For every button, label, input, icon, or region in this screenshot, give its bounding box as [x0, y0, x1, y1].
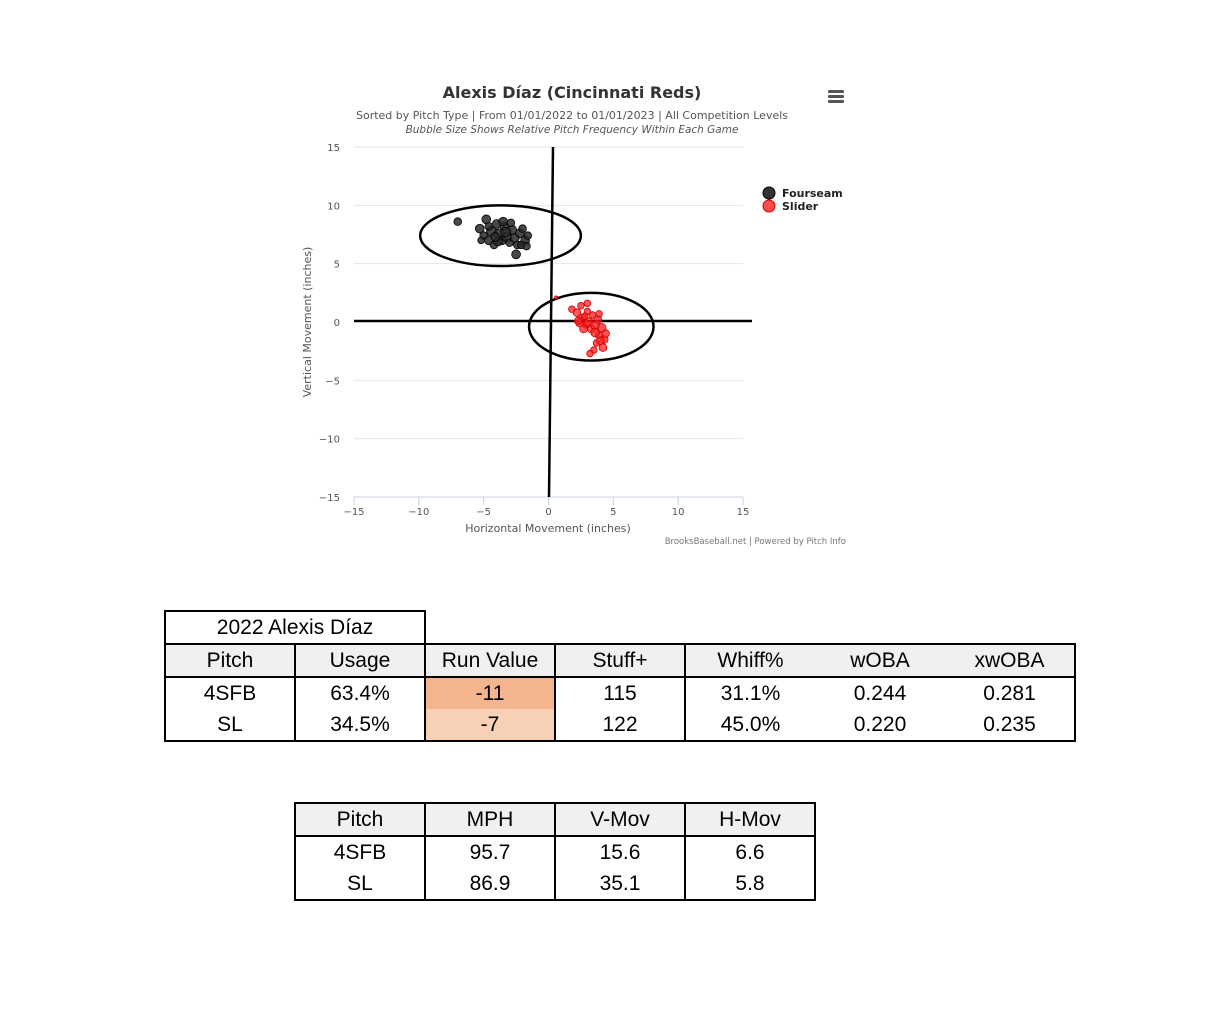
y-tick-label: −15	[318, 493, 340, 504]
cell-xwoba: 0.281	[945, 677, 1075, 709]
table-row	[165, 677, 1075, 709]
cell-woba: 0.220	[815, 709, 945, 741]
cell-mph: 95.7	[425, 836, 555, 868]
table-caption-row	[165, 611, 1075, 644]
point-fourseam[interactable]	[524, 232, 532, 240]
y-tick-label: 0	[333, 318, 340, 329]
chart-legend[interactable]	[763, 187, 843, 213]
legend-marker-fourseam	[763, 187, 775, 199]
x-tick-label: 5	[610, 507, 617, 518]
chart-credit[interactable]: BrooksBaseball.net | Powered by Pitch Info	[664, 537, 846, 547]
header-mph: MPH	[425, 803, 555, 836]
x-tick-labels	[343, 507, 749, 518]
header-pitch: Pitch	[295, 803, 425, 836]
point-slider[interactable]	[602, 330, 610, 338]
table-header-row	[295, 803, 815, 836]
x-axis-label: Horizontal Movement (inches)	[465, 522, 631, 535]
x-tick-label: −5	[476, 507, 492, 518]
y-axis-label: Vertical Movement (inches)	[301, 246, 314, 398]
zero-axes	[354, 147, 752, 497]
point-slider[interactable]	[574, 317, 582, 325]
point-fourseam[interactable]	[501, 227, 511, 237]
point-fourseam[interactable]	[485, 222, 493, 230]
cell-v-mov: 15.6	[555, 836, 685, 868]
cell-pitch: 4SFB	[295, 836, 425, 868]
chart-menu-icon[interactable]	[828, 90, 844, 104]
cell-pitch: SL	[295, 868, 425, 900]
point-slider[interactable]	[555, 296, 558, 299]
point-slider[interactable]	[587, 350, 594, 357]
header-whiff: Whiff%	[685, 644, 815, 677]
y-tick-label: 15	[327, 143, 340, 154]
y-tick-label: −10	[318, 434, 340, 446]
cluster-ellipses	[420, 205, 653, 360]
header-h-mov: H-Mov	[685, 803, 815, 836]
cell-mph: 86.9	[425, 868, 555, 900]
point-slider[interactable]	[599, 344, 607, 352]
legend-label-slider[interactable]: Slider	[782, 200, 819, 213]
point-slider[interactable]	[580, 325, 588, 333]
x-tick-label: −10	[408, 507, 430, 518]
table-header-row	[165, 644, 1075, 677]
point-slider[interactable]	[578, 302, 585, 309]
point-fourseam[interactable]	[523, 242, 531, 250]
cell-whiff: 45.0%	[685, 709, 815, 741]
point-slider[interactable]	[582, 313, 589, 320]
chart-subtitle: Sorted by Pitch Type | From 01/01/2022 to 01/01/2023 | All Competition Levels	[355, 109, 789, 122]
header-pitch: Pitch	[165, 644, 295, 677]
point-fourseam[interactable]	[512, 250, 521, 259]
table-row	[295, 836, 815, 868]
point-slider[interactable]	[591, 328, 600, 337]
chart-subtitle-2: Bubble Size Shows Relative Pitch Frequency Within Each Game	[405, 124, 739, 136]
pitch-movement-table	[294, 802, 816, 901]
y-tick-label: −5	[325, 376, 340, 388]
cell-run-value: -11	[425, 677, 555, 709]
point-fourseam[interactable]	[491, 232, 500, 241]
table-row	[295, 868, 815, 900]
header-woba: wOBA	[815, 644, 945, 677]
point-slider[interactable]	[596, 311, 603, 318]
header-v-mov: V-Mov	[555, 803, 685, 836]
y-tick-label: 10	[327, 201, 340, 213]
cell-stuff-plus: 122	[555, 709, 685, 741]
table-row	[165, 709, 1075, 741]
cell-h-mov: 6.6	[735, 841, 765, 864]
legend-marker-slider	[763, 200, 775, 212]
x-tick-label: 0	[545, 507, 552, 518]
point-fourseam[interactable]	[478, 237, 485, 244]
x-tick-label: 15	[736, 507, 750, 518]
header-run-value: Run Value	[425, 644, 555, 677]
cell-xwoba: 0.235	[945, 709, 1075, 741]
y-tick-label: 5	[333, 259, 340, 271]
point-slider[interactable]	[597, 337, 605, 345]
cell-usage: 34.5%	[295, 709, 425, 741]
chart-title: Alexis Díaz (Cincinnati Reds)	[442, 83, 702, 102]
x-tick-label: −15	[343, 507, 365, 518]
point-fourseam[interactable]	[454, 218, 462, 226]
x-tick-label: 10	[671, 507, 685, 518]
header-xwoba: xwOBA	[945, 644, 1075, 677]
cell-h-mov: 5.8	[735, 872, 765, 895]
table-caption: 2022 Alexis Díaz	[165, 611, 425, 644]
cell-pitch: 4SFB	[165, 677, 295, 709]
cell-v-mov: 35.1	[555, 868, 685, 900]
point-fourseam[interactable]	[499, 217, 508, 226]
header-usage: Usage	[295, 644, 425, 677]
cell-run-value: -7	[425, 709, 555, 741]
cell-whiff: 31.1%	[720, 682, 781, 705]
header-stuff-plus: Stuff+	[555, 644, 685, 677]
point-slider[interactable]	[584, 300, 591, 307]
cell-usage: 63.4%	[295, 677, 425, 709]
cell-woba: 0.244	[853, 682, 907, 705]
point-fourseam[interactable]	[507, 219, 515, 227]
cell-pitch: SL	[165, 709, 295, 741]
y-tick-labels	[319, 143, 340, 504]
pitch-stats-table	[164, 610, 1076, 742]
legend-label-fourseam[interactable]: Fourseam	[782, 187, 843, 200]
point-fourseam[interactable]	[519, 225, 527, 233]
cell-stuff-plus: 115	[555, 677, 685, 709]
